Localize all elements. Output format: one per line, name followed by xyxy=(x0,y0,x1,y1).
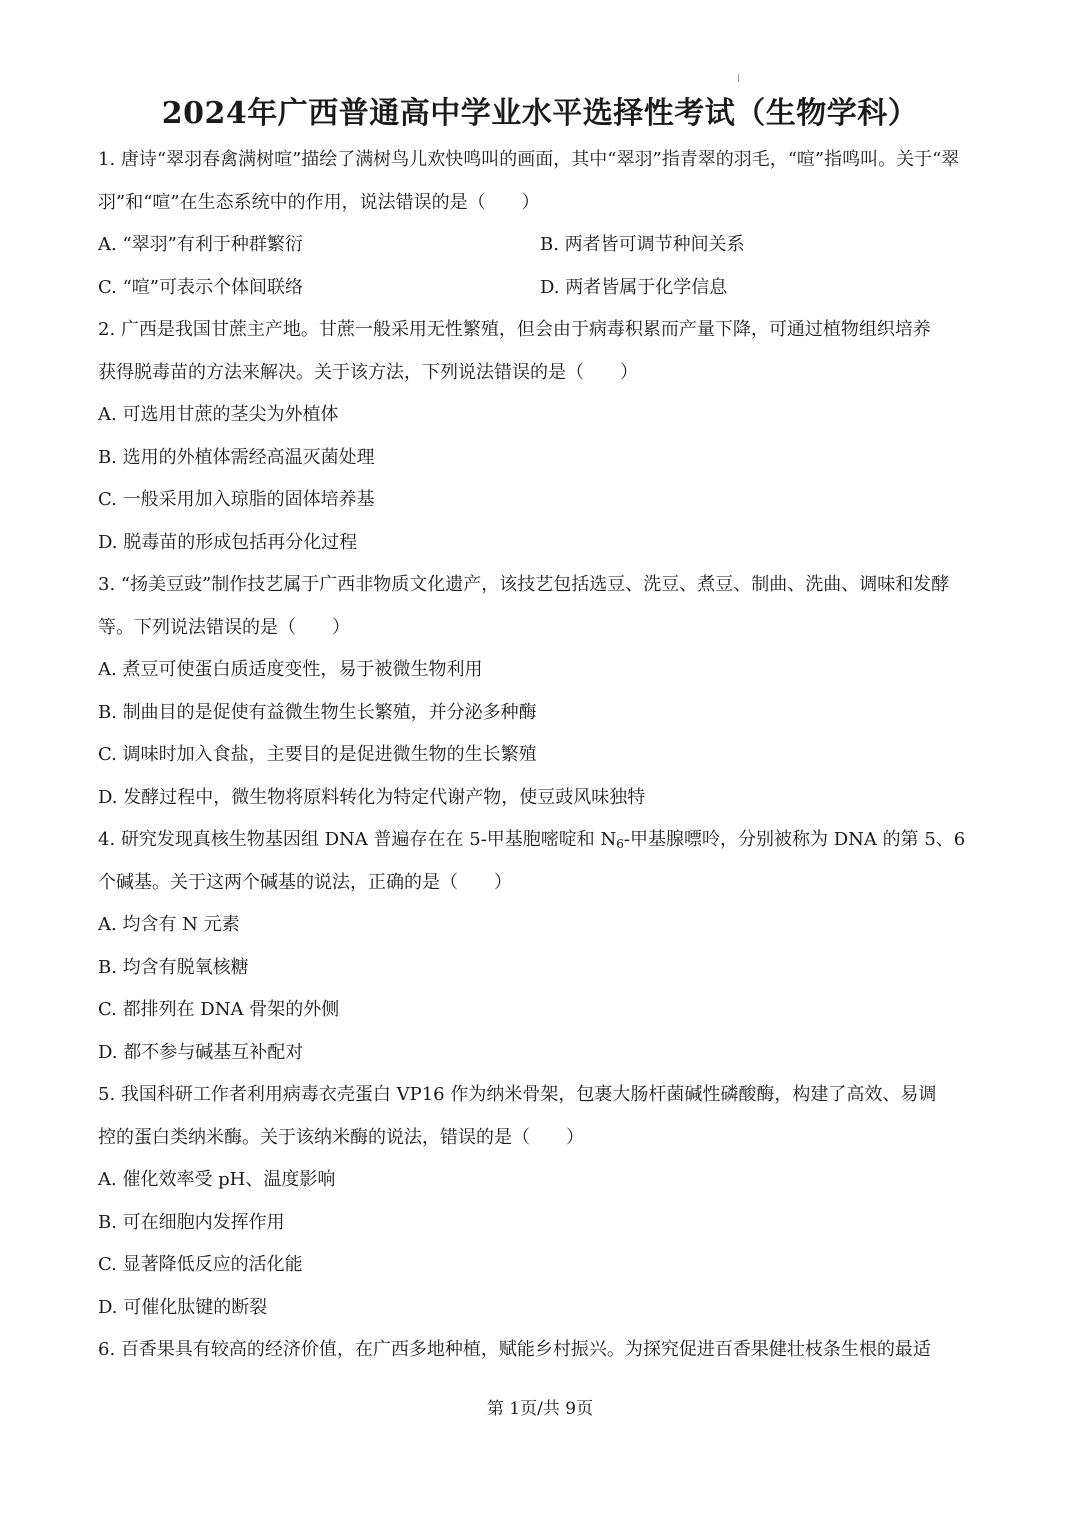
q1-option-d: D. 两者皆属于化学信息 xyxy=(540,277,728,298)
q4-option-a: A. 均含有 N 元素 xyxy=(98,914,240,935)
q2-option-b: B. 选用的外植体需经高温灭菌处理 xyxy=(98,447,375,468)
q5-option-a: A. 催化效率受 pH、温度影响 xyxy=(98,1169,336,1190)
page-footer: 第 1页/共 9页 xyxy=(486,1399,594,1419)
q4-stem-subscript: 6 xyxy=(616,837,624,851)
q4-stem-line-1 xyxy=(98,828,965,856)
q5-stem-line-1: 5. 我国科研工作者利用病毒衣壳蛋白 VP16 作为纳米骨架，包裹大肠杆菌碱性磷酸酶，构建了高效、易调 xyxy=(98,1084,937,1105)
q1-stem-line-2: 羽”和“喧”在生态系统中的作用，说法错误的是（ ） xyxy=(98,192,540,213)
q3-option-c: C. 调味时加入食盐，主要目的是促进微生物的生长繁殖 xyxy=(98,744,537,765)
q5-stem-line-2: 控的蛋白类纳米酶。关于该纳米酶的说法，错误的是（ ） xyxy=(98,1127,584,1148)
scan-mark xyxy=(738,74,739,82)
q2-option-d: D. 脱毒苗的形成包括再分化过程 xyxy=(98,532,358,553)
q1-option-c: C. “喧”可表示个体间联络 xyxy=(98,277,303,298)
q5-option-b: B. 可在细胞内发挥作用 xyxy=(98,1212,285,1233)
q4-option-c: C. 都排列在 DNA 骨架的外侧 xyxy=(98,999,340,1020)
q5-option-d: D. 可催化肽键的断裂 xyxy=(98,1297,268,1318)
q6-stem-line-1: 6. 百香果具有较高的经济价值，在广西多地种植，赋能乡村振兴。为探究促进百香果健壮枝条生根的最适 xyxy=(98,1339,931,1360)
q4-stem-part-b: -甲基腺嘌呤，分别被称为 DNA 的第 5、6 xyxy=(623,829,966,850)
q2-option-a: A. 可选用甘蔗的茎尖为外植体 xyxy=(98,404,339,425)
q1-stem-line-1: 1. 唐诗“翠羽春禽满树喧”描绘了满树鸟儿欢快鸣叫的画面，其中“翠羽”指青翠的羽毛，“喧”指鸣叫。关于“翠 xyxy=(98,149,960,170)
q3-stem-line-1: 3. “扬美豆豉”制作技艺属于广西非物质文化遗产，该技艺包括选豆、洗豆、煮豆、制曲、洗曲、调味和发酵 xyxy=(98,574,950,595)
q3-option-d: D. 发酵过程中，微生物将原料转化为特定代谢产物，使豆豉风味独特 xyxy=(98,787,646,808)
q2-option-c: C. 一般采用加入琼脂的固体培养基 xyxy=(98,489,375,510)
q3-option-b: B. 制曲目的是促使有益微生物生长繁殖，并分泌多种酶 xyxy=(98,702,537,723)
q4-stem-line-2: 个碱基。关于这两个碱基的说法，正确的是（ ） xyxy=(98,872,512,893)
q1-option-a: A. “翠羽”有利于种群繁衍 xyxy=(98,234,303,255)
q4-option-b: B. 均含有脱氧核糖 xyxy=(98,957,249,978)
q3-stem-line-2: 等。下列说法错误的是（ ） xyxy=(98,617,350,638)
q3-option-a: A. 煮豆可使蛋白质适度变性，易于被微生物利用 xyxy=(98,659,483,680)
q5-option-c: C. 显著降低反应的活化能 xyxy=(98,1254,303,1275)
q4-stem-part-a: 4. 研究发现真核生物基因组 DNA 普遍存在在 5-甲基胞嘧啶和 N xyxy=(98,829,617,850)
page-title: 2024年广西普通高中学业水平选择性考试（生物学科） xyxy=(161,96,919,131)
q2-stem-line-1: 2. 广西是我国甘蔗主产地。甘蔗一般采用无性繁殖，但会由于病毒积累而产量下降，可通过植物组织培养 xyxy=(98,319,931,340)
q2-stem-line-2: 获得脱毒苗的方法来解决。关于该方法，下列说法错误的是（ ） xyxy=(98,362,638,383)
q4-option-d: D. 都不参与碱基互补配对 xyxy=(98,1042,304,1063)
q1-option-b: B. 两者皆可调节种间关系 xyxy=(540,234,745,255)
